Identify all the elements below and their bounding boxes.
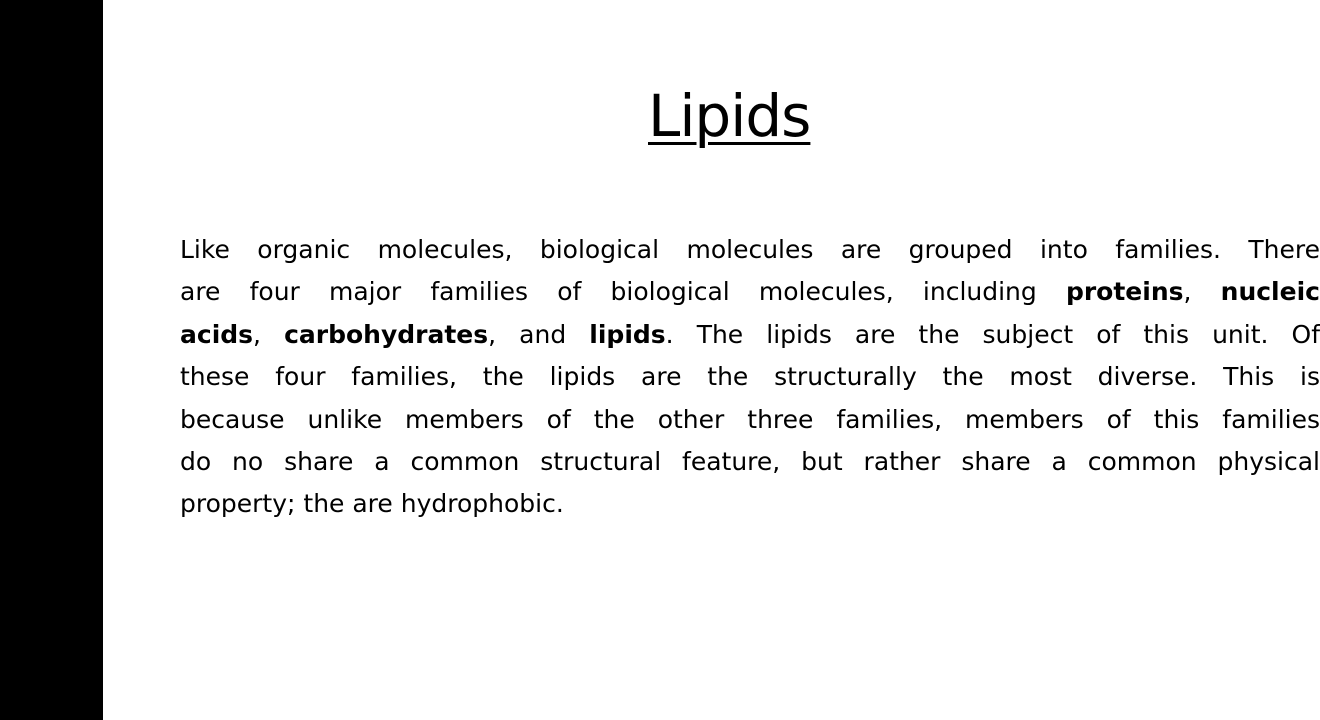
paragraph-line [180,356,1320,398]
text-run: do no share a common structural feature, but rather share a common physical [180,446,1320,476]
paragraph-line [180,441,1320,483]
text-run: , [1183,277,1221,307]
slide [103,0,1320,720]
text-run: . The lipids are the subject of this unit. Of [665,319,1320,349]
paragraph-line [180,483,1320,525]
text-run: Like organic molecules, biological molecules are grouped into families. There [180,235,1320,264]
text-run: , [253,319,285,349]
bold-term-acids: acids [180,319,254,349]
slide-title: Lipids [648,82,811,150]
body-paragraph [180,229,1320,526]
left-black-bar [0,0,103,720]
bold-term-lipids: lipids [589,319,666,349]
text-run: because unlike members of the other three families, members of this families [180,404,1320,434]
bold-term-nucleic: nucleic [1220,277,1320,307]
bold-term-proteins: proteins [1065,277,1184,307]
bold-term-carbohydrates: carbohydrates [284,319,489,349]
text-run: these four families, the lipids are the structurally the most diverse. This is [180,362,1320,392]
text-run: property; the are hydrophobic. [180,489,564,519]
paragraph-line [180,399,1320,441]
paragraph-line [180,229,1320,271]
text-run: , and [488,319,590,349]
paragraph-line [180,271,1320,313]
text-run: are four major families of biological molecules, including [180,277,1066,307]
paragraph-line [180,314,1320,356]
